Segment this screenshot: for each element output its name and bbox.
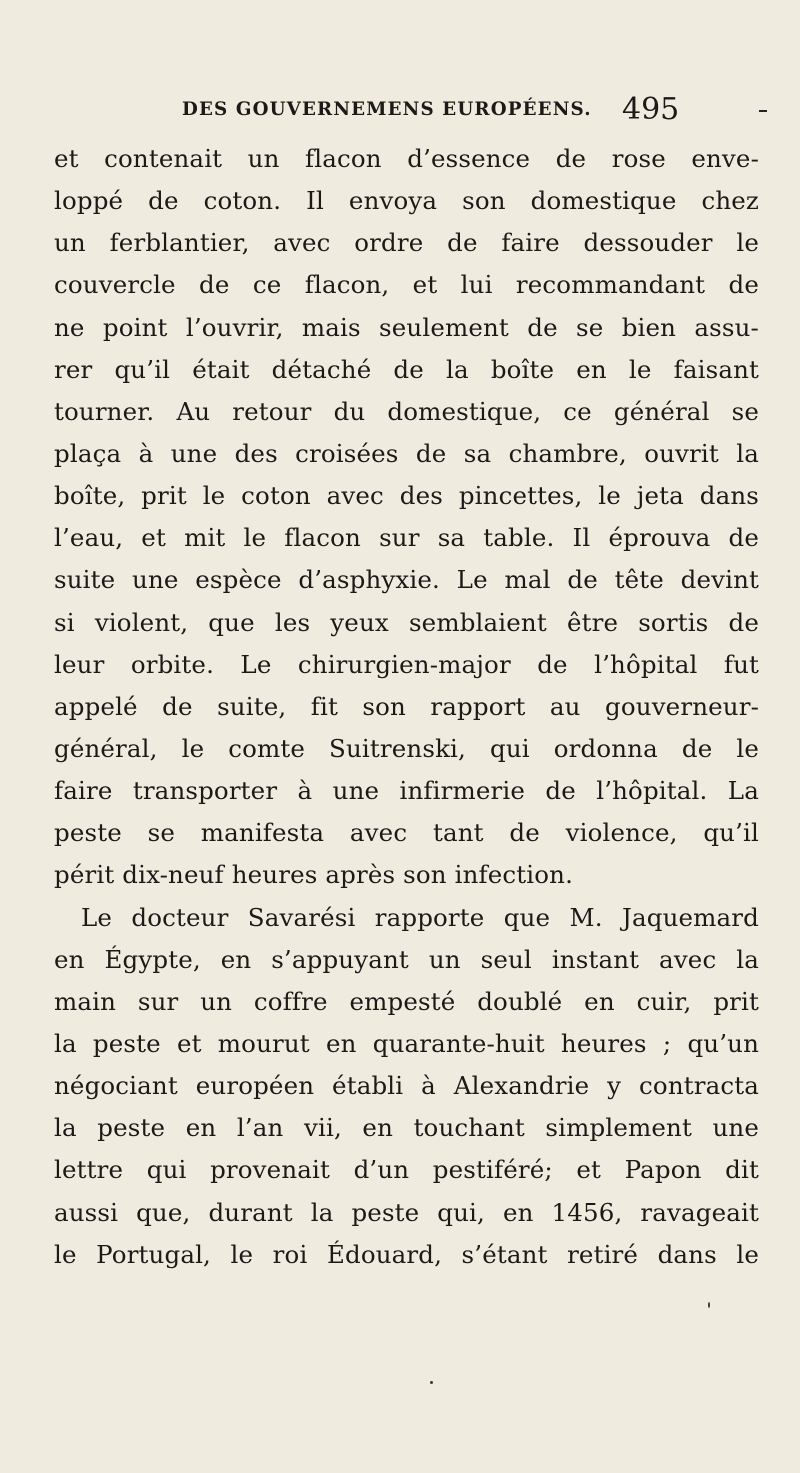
text-line: si violent, que les yeux semblaient être sortis de	[54, 607, 759, 637]
text-line: appelé de suite, fit son rapport au gouverneur-	[54, 691, 759, 721]
text-line: lettre qui provenait d’un pestiféré; et Papon dit	[54, 1155, 759, 1185]
margin-mark	[759, 110, 767, 112]
paper-speck	[708, 1302, 710, 1308]
text-line: périt dix-neuf heures après son infection.	[54, 860, 574, 890]
text-line: négociant européen établi à Alexandrie y contracta	[54, 1071, 759, 1101]
text-line: boîte, prit le coton avec des pincettes, le jeta dans	[54, 481, 759, 511]
running-head	[0, 92, 800, 132]
page-number: 495	[622, 92, 680, 127]
text-line: loppé de coton. Il envoya son domestique chez	[54, 186, 759, 216]
text-line: le Portugal, le roi Édouard, s’étant retiré dans le	[54, 1239, 759, 1269]
text-line: aussi que, durant la peste qui, en 1456, ravageait	[54, 1197, 759, 1227]
text-line: un ferblantier, avec ordre de faire dessouder le	[54, 228, 759, 258]
text-line: suite une espèce d’asphyxie. Le mal de tête devint	[54, 565, 759, 595]
text-line: et contenait un flacon d’essence de rose enve-	[54, 144, 759, 173]
body-text	[54, 138, 759, 1276]
text-line: peste se manifesta avec tant de violence, qu’il	[54, 818, 759, 848]
text-line: la peste en l’an vii, en touchant simplement une	[54, 1113, 759, 1143]
text-line: plaça à une des croisées de sa chambre, ouvrit la	[54, 438, 759, 468]
text-line: Le docteur Savarési rapporte que M. Jaquemard	[81, 902, 759, 932]
running-title: DES GOUVERNEMENS EUROPÉENS.	[182, 98, 592, 120]
text-line: tourner. Au retour du domestique, ce général se	[54, 396, 759, 426]
text-line: ne point l’ouvrir, mais seulement de se bien assu-	[54, 312, 759, 342]
text-line: général, le comte Suitrenski, qui ordonna de le	[54, 733, 759, 763]
text-line: main sur un coffre empesté doublé en cuir, prit	[54, 986, 759, 1016]
text-line: leur orbite. Le chirurgien-major de l’hôpital fut	[54, 649, 759, 679]
paper-speck	[430, 1381, 433, 1384]
text-line: l’eau, et mit le flacon sur sa table. Il éprouva de	[54, 523, 759, 553]
text-line: faire transporter à une infirmerie de l’hôpital. La	[54, 776, 759, 806]
text-line: en Égypte, en s’appuyant un seul instant avec la	[54, 944, 759, 974]
text-line: couvercle de ce flacon, et lui recommandant de	[54, 270, 759, 300]
text-line: rer qu’il était détaché de la boîte en le faisant	[54, 354, 759, 384]
text-line: la peste et mourut en quarante-huit heures ; qu’un	[54, 1028, 759, 1058]
